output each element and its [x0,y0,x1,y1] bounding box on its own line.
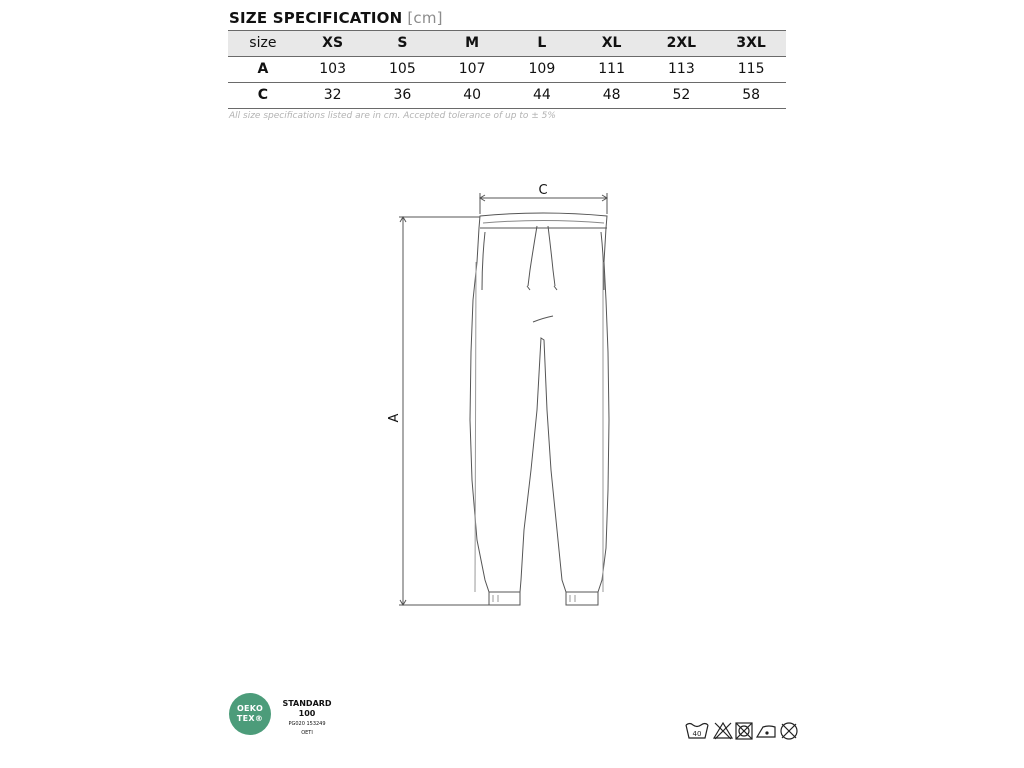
length-label: A [387,413,402,423]
header-cell-xl: XL [601,35,622,51]
cuff-right [566,592,598,605]
header-cell-m: M [465,35,480,51]
iron-low-icon [757,726,775,737]
care-symbols [685,719,805,743]
header-cell-xs: XS [322,35,344,51]
table-cell: 52 [672,87,691,103]
table-cell: 109 [528,61,556,77]
certificate-institute: OETI [301,730,313,736]
no-dry-clean-icon [781,723,797,739]
drawstring-left [528,226,537,286]
table-cell: 105 [389,61,416,77]
no-tumble-dry-icon [736,723,752,739]
oeko-tex-badge [229,693,271,735]
table-row [228,57,786,83]
drawstring-tip-right [554,286,557,290]
title-unit: [cm] [407,9,443,27]
header-cell-l: L [537,35,547,51]
pocket-left [482,232,485,290]
pants-diagram [380,175,640,620]
page-title [229,9,443,27]
certificate-code: PG020 153249 [288,721,326,727]
row-label-a: A [257,61,269,77]
waistband-stitch [483,221,604,224]
wash-40-icon [686,724,708,739]
standard-label: STANDARD [282,699,332,708]
table-cell: 40 [463,87,482,103]
oeko-tex-text [277,699,337,737]
header-cell-3xl: 3XL [736,35,766,51]
table-cell: 32 [323,87,342,103]
badge-line-2: TEX® [236,714,264,723]
title-text: SIZE SPECIFICATION [229,9,403,27]
standard-number: 100 [298,709,316,718]
cuff-left [489,592,520,605]
table-row [228,83,786,109]
pants-outline [470,213,609,592]
table-cell: 115 [737,61,765,77]
oeko-tex-logo [229,693,339,741]
table-cell: 36 [393,87,412,103]
drawstring-tip-left [527,286,530,290]
width-label: C [538,183,548,198]
table-cell: 107 [458,61,486,77]
no-bleach-icon [714,723,732,739]
header-cell-2xl: 2XL [666,35,697,51]
header-cell-s: S [397,35,408,51]
header-cell-size: size [249,35,277,51]
tolerance-note: All size specifications listed are in cm. Accepted tolerance of up to ± 5% [229,111,556,121]
table-cell: 103 [319,61,346,77]
table-cell: 111 [598,61,625,77]
drawstring-right [548,226,555,286]
crotch-seam [533,316,553,322]
table-cell: 48 [602,87,621,103]
size-table [228,30,786,109]
wash-temperature: 40 [692,730,702,738]
side-seam-left [475,262,476,592]
table-cell: 113 [668,61,695,77]
row-label-c: C [257,87,269,103]
table-header-row [228,31,786,57]
table-cell: 44 [532,87,551,103]
table-cell: 58 [742,87,761,103]
badge-line-1: OEKO [236,704,264,713]
